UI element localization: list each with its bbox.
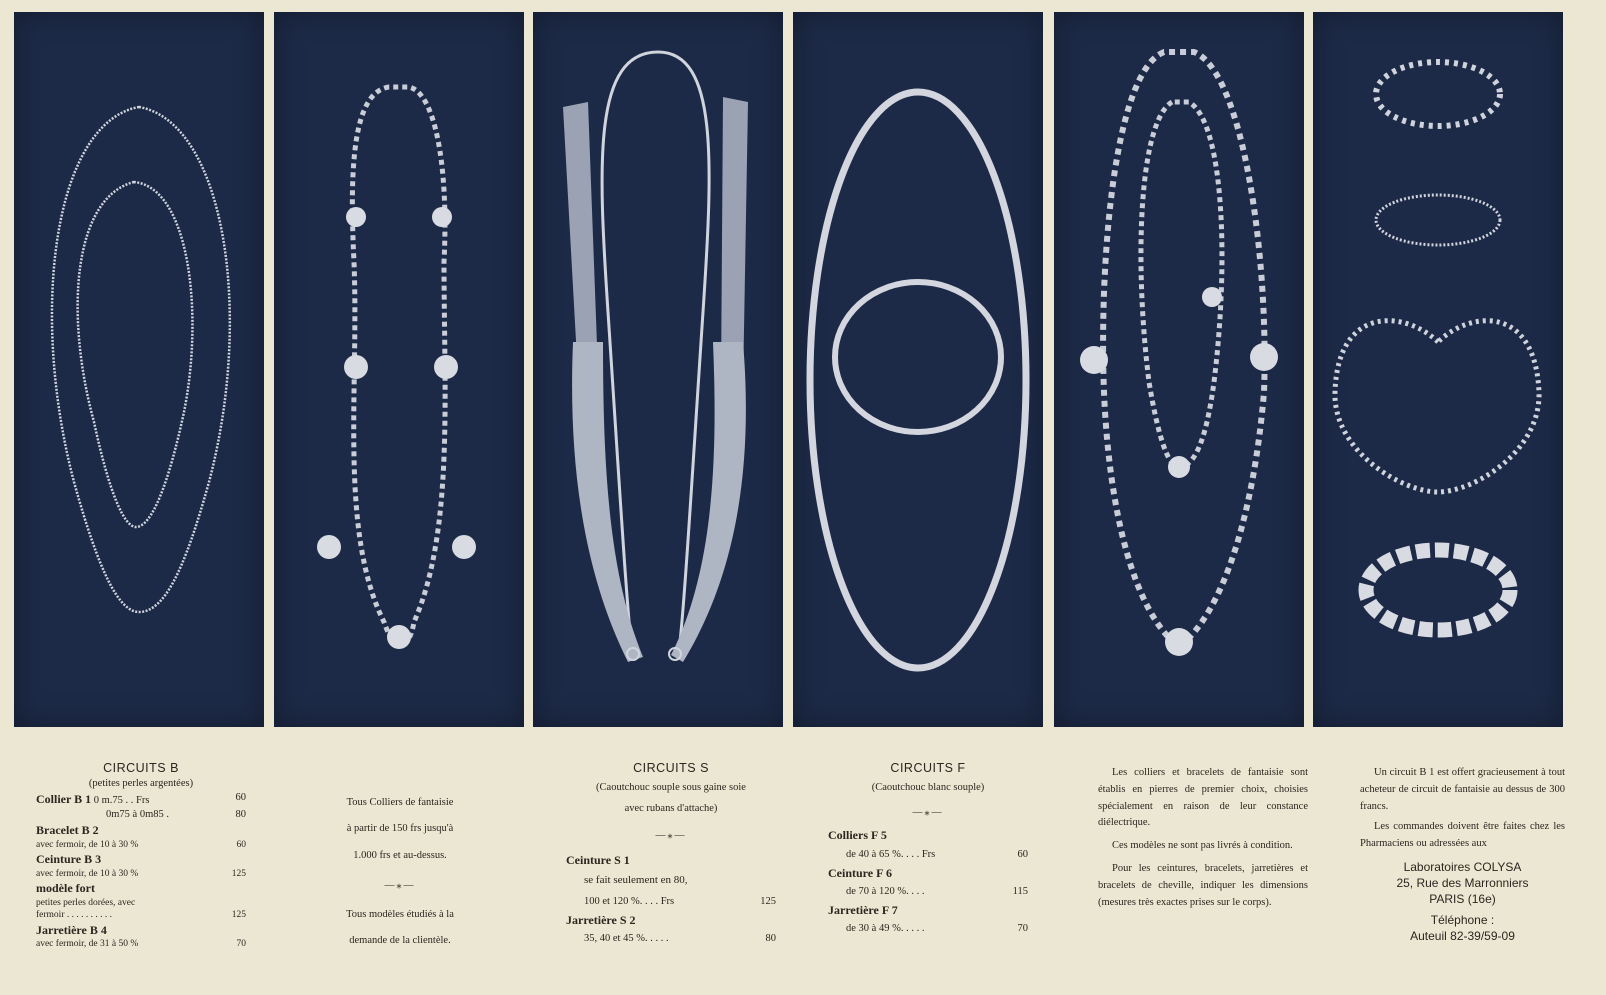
modele-fort-row: [36, 909, 246, 922]
circuits-s-sub-1: (Caoutchouc souple sous gaine soie: [596, 781, 746, 793]
bracelet-b2-row: [36, 839, 246, 852]
circuits-s-title: CIRCUITS S: [633, 761, 709, 775]
photo-panel-circuits-b: [14, 12, 264, 727]
lab-city: PARIS (16e): [1429, 892, 1496, 907]
ornament-divider: —⁎—: [912, 806, 944, 818]
jarretiere-s2-name: Jarretière S 2: [566, 912, 636, 927]
rubber-ring-image: [793, 12, 1043, 727]
offer-paragraph: Un circuit B 1 est offert gracieusement à tout acheteur de circuit de fantaisie au dessus de 300 francs.: [1360, 767, 1565, 812]
jarretiere-s2-row: [566, 928, 776, 949]
circuits-b-subtitle: (petites perles argentées): [88, 777, 194, 789]
jarretiere-f7-desc: de 30 à 49 %. . . . .: [846, 922, 925, 934]
circuits-s-sub-2: avec rubans d'attache): [624, 802, 718, 814]
ceinture-f6-price: 115: [1012, 885, 1028, 897]
photo-panel-fantasy-necklace: [274, 12, 524, 727]
bracelets-image: [1313, 12, 1563, 727]
colliers-f5-price: 60: [1017, 848, 1028, 860]
ornament-divider: —⁎—: [655, 829, 687, 841]
collier-b1-length: 0 m.75 . . Frs: [93, 795, 150, 807]
lab-address: 25, Rue des Marronniers: [1396, 876, 1529, 891]
ceinture-s1-desc: se fait seulement en 80,: [584, 873, 688, 886]
ceinture-s1-desc-2: 100 et 120 %. . . . Frs: [584, 895, 675, 907]
stones-paragraph-1: Les colliers et bracelets de fantaisie sont établis en pierres de premier choix, choisies spécialement en raison de leur constance diélectrique.: [1098, 767, 1308, 829]
modele-fort-desc: petites perles dorées, avec: [36, 897, 136, 908]
orders-paragraph: Les commandes doivent être faites chez les Pharmaciens ou adressées aux: [1360, 821, 1565, 850]
offer-contact-section: [1360, 765, 1565, 944]
beaded-necklace-image: [274, 12, 524, 727]
collier-b1-length-2: 0m75 à 0m85 .: [106, 809, 169, 821]
jarretiere-b4-row: [36, 938, 246, 951]
modele-fort-price: 125: [231, 910, 246, 921]
ceinture-b3-row: [36, 868, 246, 881]
fantasy-line-2: à partir de 150 frs jusqu'à: [346, 823, 454, 835]
circuits-f-title: CIRCUITS F: [890, 761, 966, 775]
bracelet-b2-name: Bracelet B 2: [36, 823, 99, 838]
jarretiere-b4-name: Jarretière B 4: [36, 923, 107, 938]
telephone-number: Auteuil 82-39/59-09: [1410, 928, 1515, 943]
collier-b1-name: Collier B 1: [36, 792, 92, 807]
collier-b1-price: 60: [235, 792, 246, 804]
fantasy-necklace-section: [300, 790, 500, 954]
photo-panel-circuits-s: [533, 12, 783, 727]
modele-fort-name: modèle fort: [36, 881, 95, 896]
photo-panel-bracelets: [1313, 12, 1563, 727]
telephone-label: Téléphone :: [1430, 912, 1495, 927]
stones-paragraph-2: Ces modèles ne sont pas livrés à condition.: [1112, 840, 1293, 852]
ceinture-f6-name: Ceinture F 6: [828, 865, 892, 880]
ornament-divider: —⁎—: [384, 879, 416, 891]
photo-panel-circuits-f: [793, 12, 1043, 727]
jarretiere-s2-price: 80: [765, 932, 776, 944]
fantasy-line-1: Tous Colliers de fantaisie: [346, 797, 454, 808]
collier-b1-row: [36, 791, 246, 808]
circuits-f-section: [828, 760, 1028, 939]
stones-info-section: [1098, 765, 1308, 911]
necklace-b-image: [14, 12, 264, 727]
stones-paragraph-3: Pour les ceintures, bracelets, jarretières et bracelets de cheville, indiquer les dimensions (mesures très exactes prises sur le corps).: [1098, 862, 1308, 908]
fantasy-line-4: Tous modèles étudiés à la: [346, 908, 454, 920]
collier-b1-price-2: 80: [235, 809, 246, 821]
colliers-f5-row: [828, 844, 1028, 865]
fantasy-line-5: demande de la clientèle.: [349, 935, 451, 946]
ceinture-s1-name: Ceinture S 1: [566, 853, 630, 868]
colliers-f5-name: Colliers F 5: [828, 828, 887, 843]
circuits-b-title: CIRCUITS B: [103, 761, 179, 775]
ceinture-b3-price: 125: [231, 868, 246, 879]
circuits-s-section: [566, 760, 776, 949]
fantasy-line-3: 1.000 frs et au-dessus.: [353, 849, 447, 861]
modele-fort-desc-2: fermoir . . . . . . . . . .: [36, 910, 112, 921]
colliers-f5-desc: de 40 à 65 %. . . . Frs: [846, 848, 936, 860]
lab-name: Laboratoires COLYSA: [1403, 859, 1522, 874]
ceinture-b3-desc: avec fermoir, de 10 à 30 %: [36, 868, 139, 879]
bracelet-b2-price: 60: [236, 839, 246, 850]
jarretiere-b4-desc: avec fermoir, de 31 à 50 %: [36, 939, 139, 950]
ceinture-f6-desc: de 70 à 120 %. . . .: [846, 885, 925, 897]
belt-ribbon-image: [533, 12, 783, 727]
ceinture-f6-row: [828, 881, 1028, 902]
stone-necklace-image: [1054, 12, 1304, 727]
bracelet-b2-desc: avec fermoir, de 10 à 30 %: [36, 839, 139, 850]
jarretiere-f7-row: [828, 918, 1028, 939]
photo-panel-stone-necklaces: [1054, 12, 1304, 727]
ceinture-b3-name: Ceinture B 3: [36, 852, 102, 867]
circuits-f-subtitle: (Caoutchouc blanc souple): [871, 781, 985, 793]
jarretiere-b4-price: 70: [236, 939, 246, 950]
jarretiere-s2-desc: 35, 40 et 45 %. . . . .: [584, 932, 669, 944]
ceinture-s1-row: [566, 891, 776, 912]
jarretiere-f7-price: 70: [1017, 922, 1028, 934]
collier-b1-row-2: [36, 808, 246, 822]
ceinture-s1-price: 125: [760, 895, 776, 907]
circuits-b-section: [36, 760, 246, 951]
jarretiere-f7-name: Jarretière F 7: [828, 902, 898, 917]
